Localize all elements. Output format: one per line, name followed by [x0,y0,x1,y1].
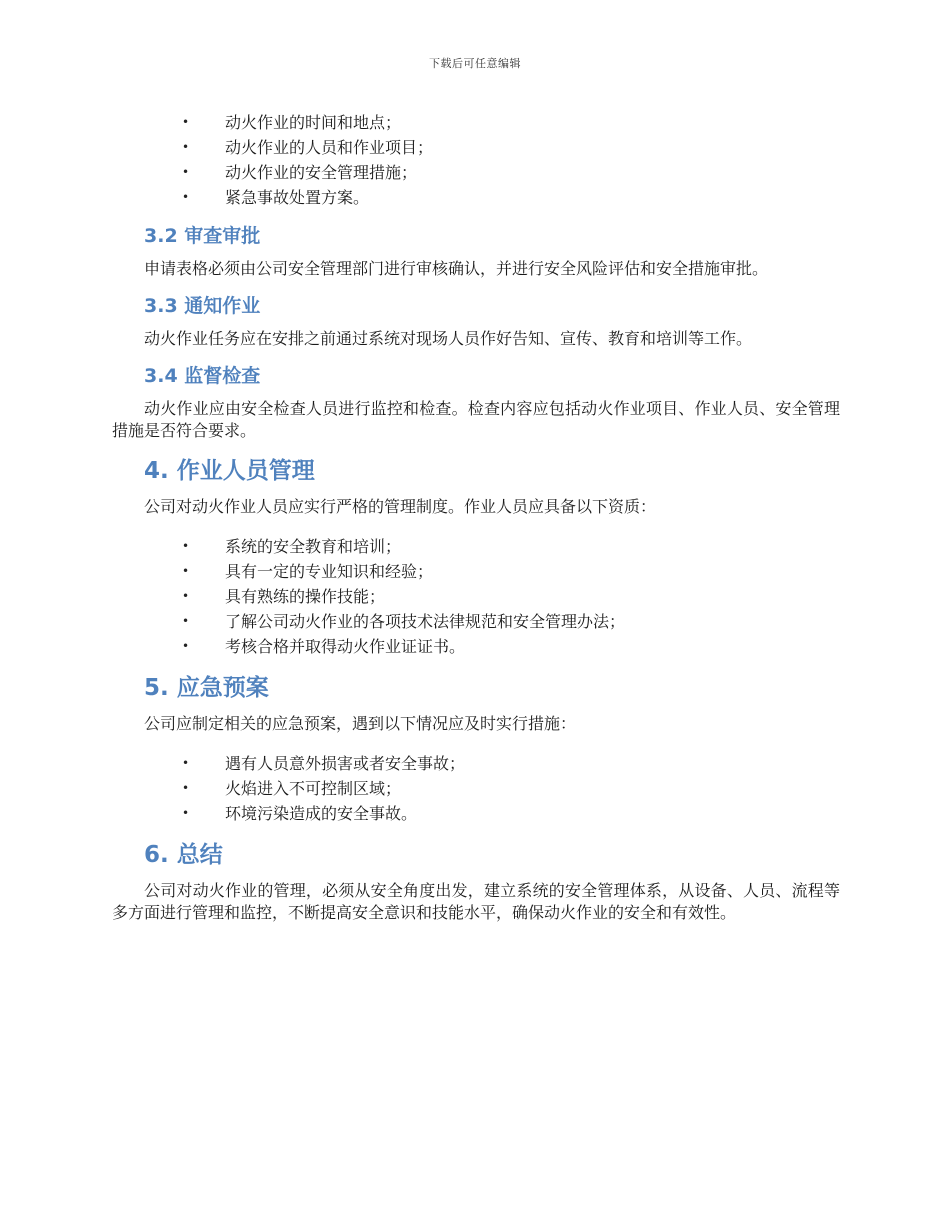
heading-5: 5. 应急预案 [144,675,269,701]
bullet-icon: • [182,756,190,770]
bullet-icon: • [182,140,190,154]
list-item-text: 系统的安全教育和培训； [225,537,402,556]
list-item-text: 环境污染造成的安全事故。 [225,804,418,823]
list-item-text: 具有熟练的操作技能； [225,587,386,606]
header-note: 下载后可任意编辑 [429,57,521,70]
list-item-text: 动火作业的安全管理措施； [225,163,418,182]
list-item-text: 遇有人员意外损害或者安全事故； [225,754,466,773]
list-item-text: 具有一定的专业知识和经验； [225,562,434,581]
bullet-icon: • [182,115,190,129]
bullet-icon: • [182,539,190,553]
spacer [112,522,840,534]
list-item [182,801,840,826]
list-item-text: 了解公司动火作业的各项技术法律规范和安全管理办法； [225,612,626,631]
bullet-icon: • [182,781,190,795]
list-item [182,584,840,609]
bullet-icon: • [182,190,190,204]
bullet-icon: • [182,165,190,179]
list-item-text: 动火作业的人员和作业项目； [225,138,434,157]
list-item [182,776,840,801]
bullet-icon: • [182,806,190,820]
paragraph-3-3: 动火作业任务应在安排之前通过系统对现场人员作好告知、宣传、教育和培训等工作。 [144,329,753,348]
bullet-icon: • [182,639,190,653]
bullet-icon: • [182,614,190,628]
list-item [182,609,840,634]
list-item [182,534,840,559]
spacer [112,739,840,751]
paragraph-3-4: 动火作业应由安全检查人员进行监控和检查。检查内容应包括动火作业项目、作业人员、安全管理措施是否符合要求。 [112,399,840,440]
list-item [182,135,840,160]
heading-6: 6. 总结 [144,842,223,868]
paragraph-5: 公司应制定相关的应急预案，遇到以下情况应及时实行措施： [144,714,577,733]
bullet-icon: • [182,589,190,603]
heading-3-4: 3.4 监督检查 [144,365,261,387]
paragraph-4: 公司对动火作业人员应实行严格的管理制度。作业人员应具备以下资质： [144,497,657,516]
heading-3-2: 3.2 审查审批 [144,225,261,247]
list-item-text: 动火作业的时间和地点； [225,113,402,132]
bullet-icon: • [182,564,190,578]
list-item-text: 考核合格并取得动火作业证证书。 [225,637,466,656]
heading-3-3: 3.3 通知作业 [144,295,261,317]
list-item [182,160,840,185]
document-body [112,110,840,928]
list-item [182,559,840,584]
heading-4: 4. 作业人员管理 [144,458,315,484]
intro-bullet-list [112,110,840,210]
emergency-bullet-list [112,751,840,826]
list-item-text: 紧急事故处置方案。 [225,188,370,207]
paragraph-3-2: 申请表格必须由公司安全管理部门进行审核确认，并进行安全风险评估和安全措施审批。 [144,259,769,278]
list-item [182,185,840,210]
list-item-text: 火焰进入不可控制区域； [225,779,402,798]
list-item [182,751,840,776]
qualification-bullet-list [112,534,840,659]
list-item [182,634,840,659]
list-item [182,110,840,135]
paragraph-6: 公司对动火作业的管理，必须从安全角度出发，建立系统的安全管理体系，从设备、人员、流程等多方面进行管理和监控，不断提高安全意识和技能水平，确保动火作业的安全和有效性。 [112,881,840,922]
